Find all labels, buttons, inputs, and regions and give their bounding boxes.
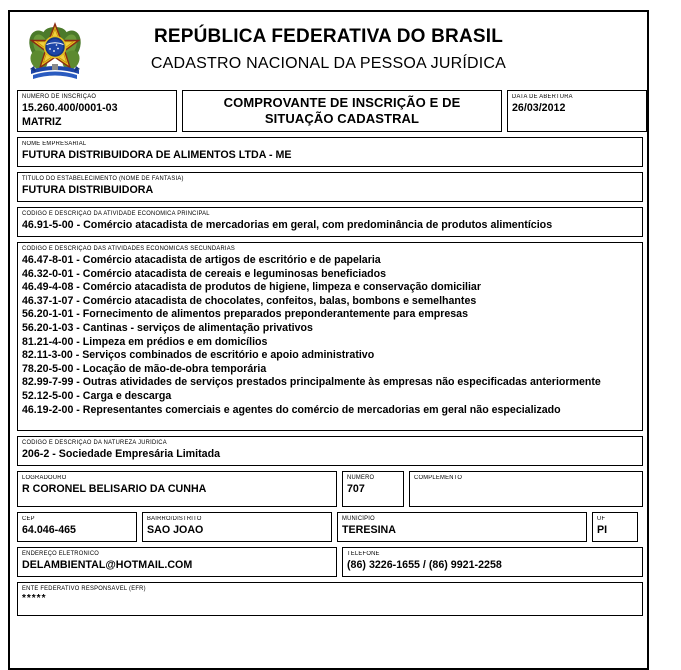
field-value-numero-inscricao: 15.260.400/0001-03: [22, 102, 118, 114]
field-data-abertura: [507, 90, 647, 132]
field-value-uf: PI: [597, 524, 608, 536]
field-natureza-juridica: [17, 436, 643, 466]
field-numero: [342, 471, 404, 507]
atividade-secundaria-item: 52.12-5-00 - Carga e descarga: [22, 389, 172, 402]
atividade-secundaria-item: 82.99-7-99 - Outras atividades de serviços prestados principalmente às empresas não especificadas anteriormente: [22, 376, 601, 389]
field-cep: [17, 512, 137, 542]
field-label-titulo-estabelecimento: TÍTULO DO ESTABELECIMENTO (NOME DE FANTASIA): [22, 176, 184, 182]
field-value-nome-empresarial: FUTURA DISTRIBUIDORA DE ALIMENTOS LTDA - ME: [22, 149, 292, 161]
field-atividade-principal: [17, 207, 643, 237]
field-numero-inscricao: [17, 90, 177, 132]
field-label-ente-federativo-responsavel: ENTE FEDERATIVO RESPONSÁVEL (EFR): [22, 586, 146, 592]
cnpj-document-frame: [8, 10, 649, 670]
field-label-data-abertura: DATA DE ABERTURA: [512, 94, 573, 100]
page-subtitle: CADASTRO NACIONAL DA PESSOA JURÍDICA: [150, 55, 507, 72]
field-endereco-eletronico: [17, 547, 337, 577]
field-label-atividades-secundarias: CÓDIGO E DESCRIÇÃO DAS ATIVIDADES ECONÔMICAS SECUNDÁRIAS: [22, 246, 236, 252]
field-label-nome-empresarial: NOME EMPRESARIAL: [22, 141, 87, 147]
field-nome-empresarial: [17, 137, 643, 167]
atividade-secundaria-item: 46.19-2-00 - Representantes comerciais e agentes do comércio de mercadorias em geral não especializado: [22, 403, 561, 416]
atividade-secundaria-item: 46.49-4-08 - Comércio atacadista de produtos de higiene, limpeza e conservação domiciliar: [22, 281, 481, 294]
field-value-titulo-estabelecimento: FUTURA DISTRIBUIDORA: [22, 184, 154, 196]
field-value-ente-federativo-responsavel: *****: [22, 593, 47, 604]
field-complemento: [409, 471, 643, 507]
atividade-secundaria-item: 78.20-5-00 - Locação de mão-de-obra temporária: [22, 362, 267, 375]
field-label-natureza-juridica: CÓDIGO E DESCRIÇÃO DA NATUREZA JURÍDICA: [22, 440, 167, 446]
field-uf: [592, 512, 638, 542]
atividade-secundaria-item: 46.32-0-01 - Comércio atacadista de cereais e leguminosas beneficiados: [22, 267, 387, 280]
atividade-secundaria-item: 56.20-1-01 - Fornecimento de alimentos preparados preponderantemente para empresas: [22, 308, 468, 321]
field-value-numero: 707: [347, 483, 365, 495]
atividade-secundaria-item: 46.47-8-01 - Comércio atacadista de artigos de escritório e de papelaria: [22, 254, 381, 266]
field-value-data-abertura: 26/03/2012: [512, 102, 566, 114]
field-value-matriz-filial: MATRIZ: [22, 116, 62, 128]
field-label-endereco-eletronico: ENDEREÇO ELETRÔNICO: [22, 551, 100, 557]
certificate-title-box: [182, 90, 502, 132]
field-value-bairro-distrito: SAO JOAO: [147, 524, 204, 536]
page-title: REPÚBLICA FEDERATIVA DO BRASIL: [153, 26, 504, 47]
field-label-atividade-principal: CÓDIGO E DESCRIÇÃO DA ATIVIDADE ECONÔMICA PRINCIPAL: [22, 211, 210, 217]
field-value-municipio: TERESINA: [342, 524, 396, 536]
field-logradouro: [17, 471, 337, 507]
field-label-cep: CEP: [22, 516, 35, 522]
field-value-cep: 64.046-465: [22, 524, 77, 536]
document-masthead: [17, 18, 640, 90]
address-locality-row: [17, 512, 640, 542]
field-label-numero: NÚMERO: [347, 475, 375, 481]
atividades-secundarias-list: [22, 254, 638, 417]
header-identification-row: [17, 90, 640, 132]
field-label-logradouro: LOGRADOURO: [22, 475, 67, 481]
field-titulo-estabelecimento: [17, 172, 643, 202]
brazil-coat-of-arms-icon: [27, 20, 83, 86]
field-label-uf: UF: [597, 516, 606, 522]
field-value-logradouro: R CORONEL BELISARIO DA CUNHA: [22, 483, 207, 495]
contact-row: [17, 547, 640, 577]
atividade-secundaria-item: 46.37-1-07 - Comércio atacadista de chocolates, confeitos, balas, bombons e semelhantes: [22, 294, 477, 307]
atividade-secundaria-item: 81.21-4-00 - Limpeza em prédios e em domicílios: [22, 335, 268, 348]
address-street-row: [17, 471, 640, 507]
field-label-municipio: MUNICÍPIO: [342, 516, 375, 522]
field-value-atividade-principal: 46.91-5-00 - Comércio atacadista de mercadorias em geral, com predominância de produtos alimentícios: [22, 219, 553, 231]
field-bairro-distrito: [142, 512, 332, 542]
field-value-telefone: (86) 3226-1655 / (86) 9921-2258: [347, 559, 502, 571]
atividade-secundaria-item: 56.20-1-03 - Cantinas - serviços de alimentação privativos: [22, 321, 313, 334]
field-value-endereco-eletronico: DELAMBIENTAL@HOTMAIL.COM: [22, 559, 193, 571]
atividade-secundaria-item: 82.11-3-00 - Serviços combinados de escritório e apoio administrativo: [22, 349, 375, 362]
field-telefone: [342, 547, 643, 577]
field-label-numero-inscricao: NÚMERO DE INSCRIÇÃO: [22, 94, 97, 100]
field-label-bairro-distrito: BAIRRO/DISTRITO: [147, 516, 202, 522]
field-label-complemento: COMPLEMENTO: [414, 475, 463, 481]
field-value-natureza-juridica: 206-2 - Sociedade Empresária Limitada: [22, 448, 221, 460]
certificate-title: COMPROVANTE DE INSCRIÇÃO E DE SITUAÇÃO CADASTRAL: [223, 95, 461, 126]
field-ente-federativo-responsavel: [17, 582, 643, 616]
field-municipio: [337, 512, 587, 542]
field-atividades-secundarias: [17, 242, 643, 431]
field-label-telefone: TELEFONE: [347, 551, 380, 557]
